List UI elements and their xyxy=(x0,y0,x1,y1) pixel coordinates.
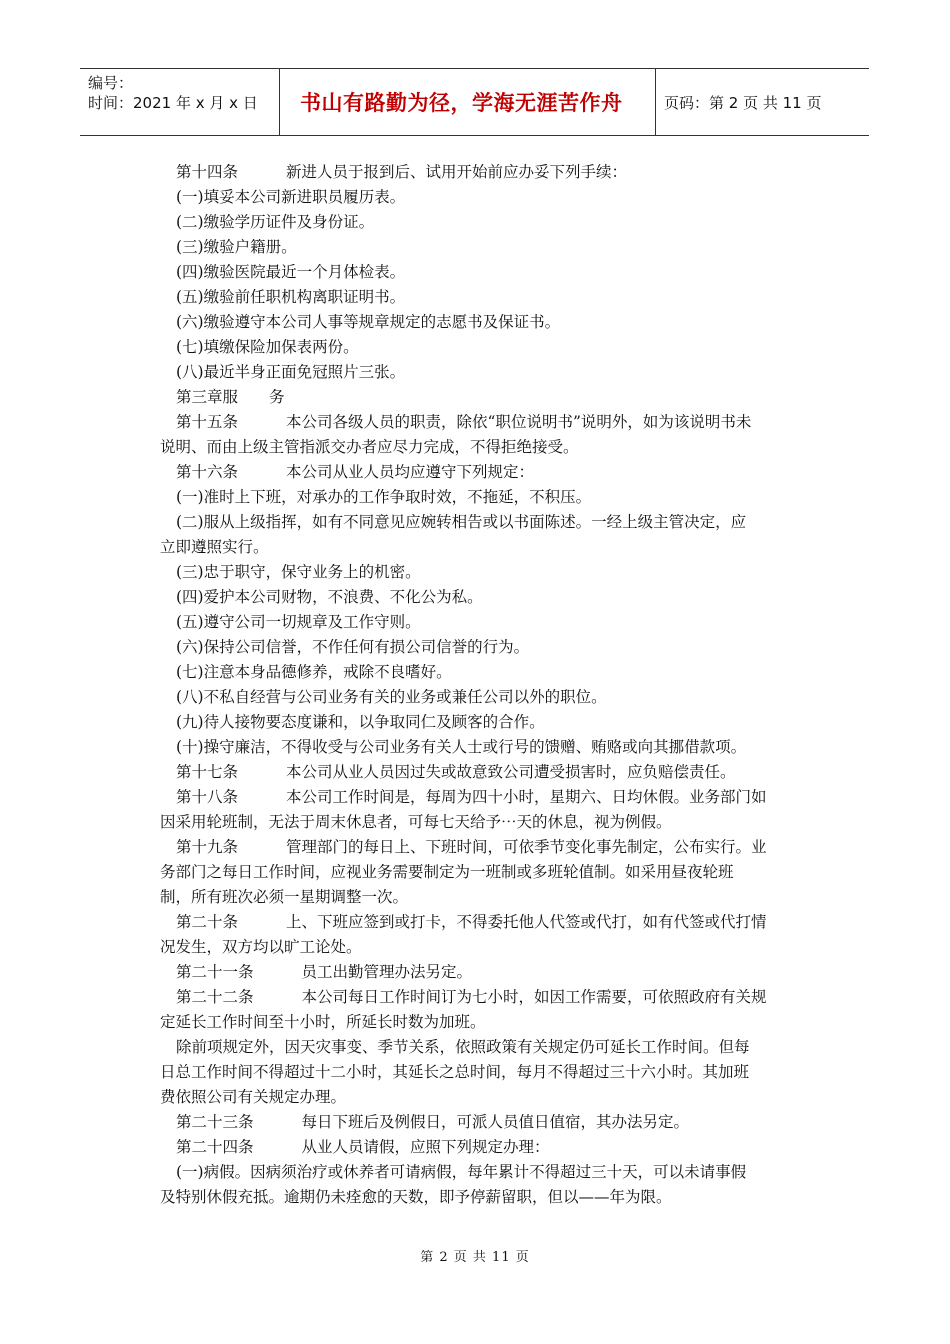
body-text: 况发生，双方均以旷工论处。 xyxy=(160,938,362,956)
body-text: 说明、而由上级主管指派交办者应尽力完成，不得拒绝接受。 xyxy=(160,438,579,456)
body-text: (五)遵守公司一切规章及工作守则。 xyxy=(176,613,421,631)
document-date-label: 时间：2021 年 x 月 x 日 xyxy=(88,94,258,112)
body-text: (四)缴验医院最近一个月体检表。 xyxy=(176,263,406,281)
body-line xyxy=(160,835,810,860)
body-line xyxy=(160,785,810,810)
body-text: (十)操守廉洁，不得收受与公司业务有关人士或行号的馈赠、贿赂或向其挪借款项。 xyxy=(176,738,747,756)
body-line xyxy=(160,610,810,635)
body-text: 除前项规定外，因天灾事变、季节关系，依照政策有关规定仍可延长工作时间。但每 xyxy=(176,1038,750,1056)
body-text: (六)保持公司信誉，不作任何有损公司信誉的行为。 xyxy=(176,638,530,656)
body-text: (九)待人接物要态度谦和，以争取同仁及顾客的合作。 xyxy=(176,713,545,731)
body-text: 及特别休假充抵。逾期仍未痊愈的天数，即予停薪留职，但以——年为限。 xyxy=(160,1188,672,1206)
body-line xyxy=(160,360,810,385)
body-text: 本公司每日工作时间订为七小时，如因工作需要，可依照政府有关规 xyxy=(301,988,767,1006)
body-text: 因采用轮班制，无法于周末休息者，可每七天给予⋯天的休息，视为例假。 xyxy=(160,813,672,831)
body-text: (一)病假。因病须治疗或休养者可请病假，每年累计不得超过三十天，可以未请事假 xyxy=(176,1163,747,1181)
article-heading: 第十四条 xyxy=(176,163,239,181)
body-line xyxy=(160,960,810,985)
body-line xyxy=(160,735,810,760)
header-motto: 书山有路勤为径，学海无涯苦作舟 xyxy=(280,69,656,135)
body-line xyxy=(160,535,810,560)
body-line xyxy=(160,185,810,210)
header-page-info: 页码：第 2 页 共 11 页 xyxy=(664,93,822,112)
body-text: 每日下班后及例假日，可派人员值日值宿，其办法另定。 xyxy=(301,1113,690,1131)
body-text: (三)缴验户籍册。 xyxy=(176,238,297,256)
body-text: (三)忠于职守，保守业务上的机密。 xyxy=(176,563,421,581)
body-text: 管理部门的每日上、下班时间，可依季节变化事先制定，公布实行。业 xyxy=(286,838,767,856)
document-number-label: 编号： xyxy=(88,74,134,92)
body-text: 本公司从业人员因过失或故意致公司遭受损害时，应负赔偿责任。 xyxy=(286,763,736,781)
body-line xyxy=(160,910,810,935)
body-line xyxy=(160,160,810,185)
body-text: (六)缴验遵守本公司人事等规章规定的志愿书及保证书。 xyxy=(176,313,561,331)
article-heading: 第二十四条 xyxy=(176,1138,254,1156)
body-line xyxy=(160,585,810,610)
article-heading: 第十六条 xyxy=(176,463,239,481)
body-text: 从业人员请假，应照下列规定办理： xyxy=(301,1138,550,1156)
body-line xyxy=(160,1085,810,1110)
body-text: 制，所有班次必须一星期调整一次。 xyxy=(160,888,409,906)
body-line xyxy=(160,810,810,835)
body-text: (一)填妥本公司新进职员履历表。 xyxy=(176,188,406,206)
body-text: (二)服从上级指挥，如有不同意见应婉转相告或以书面陈述。一经上级主管决定，应 xyxy=(176,513,747,531)
body-line xyxy=(160,260,810,285)
body-line xyxy=(160,485,810,510)
body-text: (一)准时上下班，对承办的工作争取时效，不拖延，不积压。 xyxy=(176,488,592,506)
body-text: (八)不私自经营与公司业务有关的业务或兼任公司以外的职位。 xyxy=(176,688,607,706)
body-line xyxy=(160,210,810,235)
body-line xyxy=(160,635,810,660)
article-heading: 第二十条 xyxy=(176,913,239,931)
body-line xyxy=(160,1110,810,1135)
article-heading: 第十七条 xyxy=(176,763,239,781)
body-line xyxy=(160,1010,810,1035)
body-text: (四)爱护本公司财物，不浪费、不化公为私。 xyxy=(176,588,483,606)
body-line xyxy=(160,1060,810,1085)
body-text: (七)填缴保险加保表两份。 xyxy=(176,338,359,356)
body-line xyxy=(160,1160,810,1185)
body-line xyxy=(160,885,810,910)
body-line xyxy=(160,510,810,535)
article-heading: 第十八条 xyxy=(176,788,239,806)
body-text: 定延长工作时间至十小时，所延长时数为加班。 xyxy=(160,1013,486,1031)
body-text: 立即遵照实行。 xyxy=(160,538,269,556)
body-line xyxy=(160,685,810,710)
header-meta xyxy=(80,69,280,135)
body-line xyxy=(160,460,810,485)
body-line xyxy=(160,760,810,785)
body-line xyxy=(160,660,810,685)
body-line xyxy=(160,435,810,460)
body-line xyxy=(160,385,810,410)
body-line xyxy=(160,985,810,1010)
body-text: 新进人员于报到后、试用开始前应办妥下列手续： xyxy=(286,163,628,181)
body-line xyxy=(160,710,810,735)
article-heading: 第十九条 xyxy=(176,838,239,856)
body-line xyxy=(160,1135,810,1160)
article-heading: 第二十一条 xyxy=(176,963,254,981)
body-text: 上、下班应签到或打卡，不得委托他人代签或代打，如有代签或代打情 xyxy=(286,913,767,931)
article-heading: 第二十三条 xyxy=(176,1113,254,1131)
body-text: 第三章服 务 xyxy=(176,388,285,406)
body-text: 务部门之每日工作时间，应视业务需要制定为一班制或多班轮值制。如采用昼夜轮班 xyxy=(160,863,734,881)
body-line xyxy=(160,285,810,310)
page-header xyxy=(80,68,869,136)
body-line xyxy=(160,1035,810,1060)
body-text: (五)缴验前任职机构离职证明书。 xyxy=(176,288,406,306)
body-line xyxy=(160,560,810,585)
document-body xyxy=(160,160,810,1210)
body-line xyxy=(160,310,810,335)
page-footer: 第 2 页 共 11 页 xyxy=(420,1250,530,1265)
body-text: (八)最近半身正面免冠照片三张。 xyxy=(176,363,406,381)
article-heading: 第十五条 xyxy=(176,413,239,431)
body-text: (七)注意本身品德修养，戒除不良嗜好。 xyxy=(176,663,452,681)
body-text: 日总工作时间不得超过十二小时，其延长之总时间，每月不得超过三十六小时。其加班 xyxy=(160,1063,750,1081)
body-text: (二)缴验学历证件及身份证。 xyxy=(176,213,375,231)
body-line xyxy=(160,1185,810,1210)
body-line xyxy=(160,235,810,260)
body-line xyxy=(160,860,810,885)
body-text: 本公司从业人员均应遵守下列规定： xyxy=(286,463,535,481)
body-text: 费依照公司有关规定办理。 xyxy=(160,1088,347,1106)
body-line xyxy=(160,335,810,360)
body-line xyxy=(160,410,810,435)
body-line xyxy=(160,935,810,960)
article-heading: 第二十二条 xyxy=(176,988,254,1006)
body-text: 本公司各级人员的职责，除依“职位说明书”说明外，如为该说明书未 xyxy=(286,413,752,431)
body-text: 本公司工作时间是，每周为四十小时，星期六、日均休假。业务部门如 xyxy=(286,788,767,806)
body-text: 员工出勤管理办法另定。 xyxy=(301,963,473,981)
